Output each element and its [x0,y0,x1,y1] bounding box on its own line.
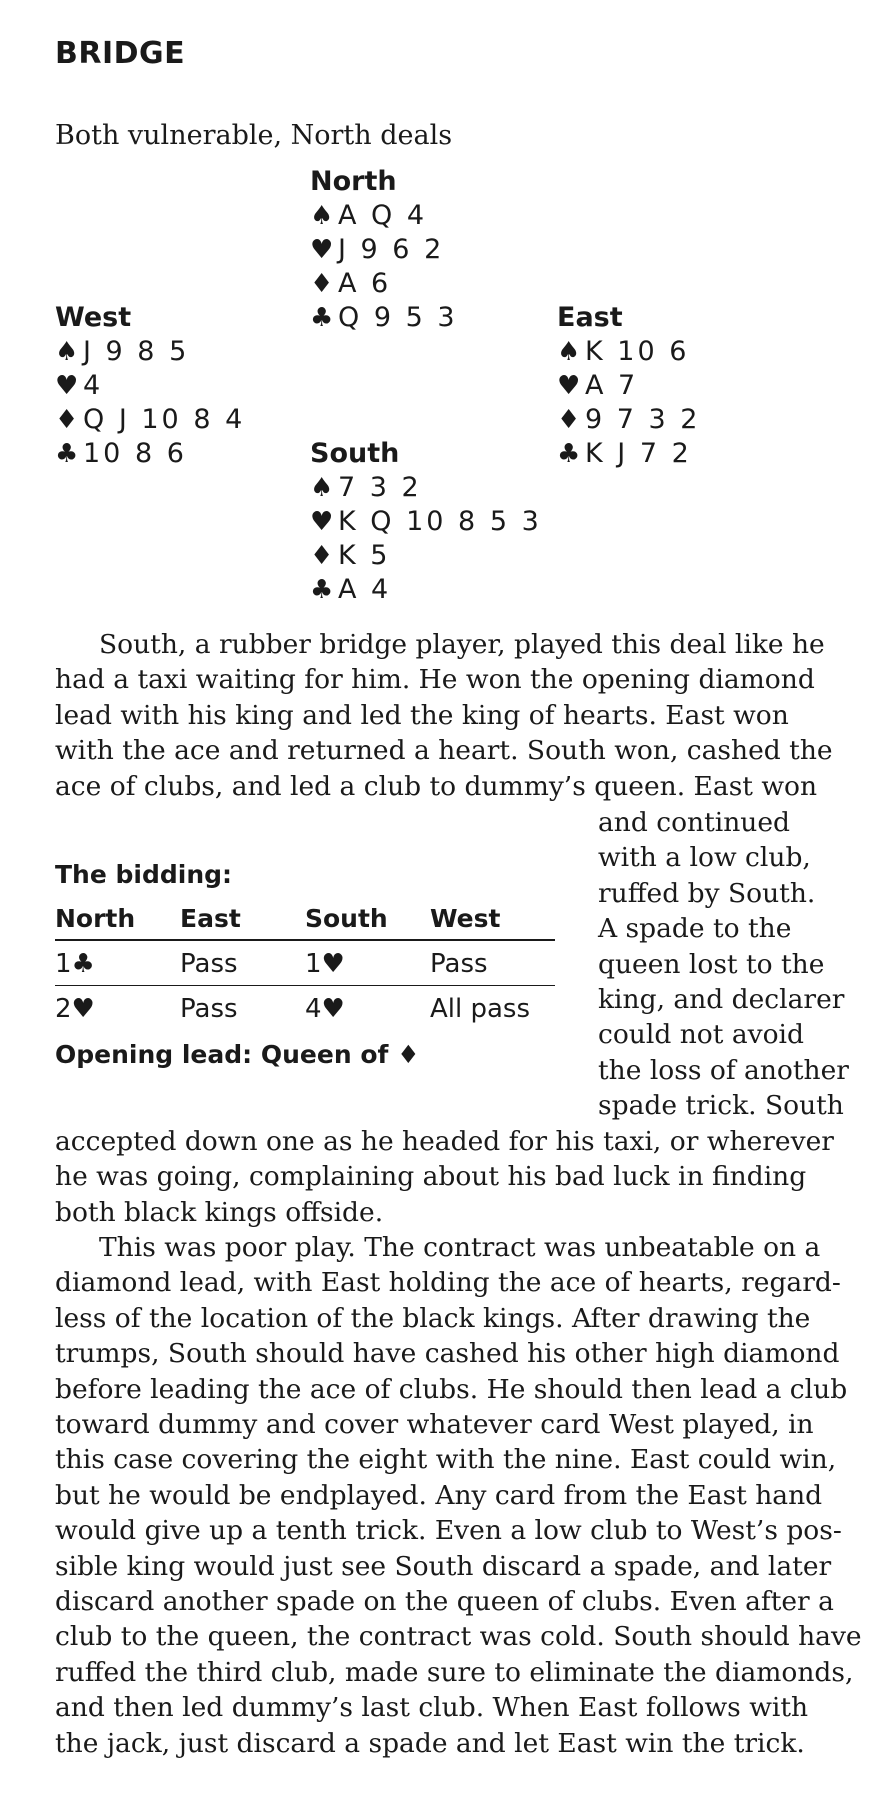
north-spades: ♠ A Q 4 [310,200,428,231]
bid-cell: 4♥ [305,994,345,1024]
east-diamonds: ♦ 9 7 3 2 [557,404,701,435]
heart-icon: ♥ [310,235,334,265]
club-icon: ♣ [557,439,581,469]
spade-icon: ♠ [55,337,79,367]
north-hand [310,165,458,335]
paragraph-line: and then led dummy’s last club. When East follows with [55,1692,809,1724]
diamond-icon: ♦ [310,269,334,299]
east-clubs: ♣ K J 7 2 [557,438,692,469]
spade-icon: ♠ [310,473,334,503]
paragraph-line: king, and declarer [598,984,845,1016]
bidding-table [55,904,555,1030]
paragraph-line: diamond lead, with East holding the ace of hearts, regard- [55,1267,841,1299]
paragraph-line: accepted down one as he headed for his taxi, or wherever [55,1126,834,1157]
paragraph-1 [55,627,845,804]
south-spades: ♠ 7 3 2 [310,472,422,503]
north-clubs: ♣ Q 9 5 3 [310,302,458,333]
bid-cell: 1♥ [305,940,430,986]
paragraph-2 [55,1230,862,1761]
bid-cell: All pass [430,994,531,1024]
west-label: West [55,302,132,333]
heart-icon: ♥ [310,507,334,537]
west-hand [55,301,245,471]
paragraph-line: This was poor play. The contract was unbeatable on a [99,1232,821,1263]
bid-cell: 1♣ [55,940,180,986]
paragraph-line: discard another spade on the queen of clubs. Even after a [55,1586,834,1618]
north-diamonds: ♦ A 6 [310,268,392,299]
north-hearts: ♥ J 9 6 2 [310,234,445,265]
vulnerability-line: Both vulnerable, North deals [55,120,453,151]
bidding-title: The bidding: [55,860,233,889]
diamond-icon: ♦ [557,405,581,435]
paragraph-line: club to the queen, the contract was cold. South should have [55,1621,862,1653]
paragraph-line: A spade to the [598,913,792,945]
paragraph-line: would give up a tenth trick. Even a low club to West’s pos- [55,1515,842,1547]
paragraph-line: ruffed the third club, made sure to eliminate the diamonds, [55,1656,854,1688]
east-hand [557,301,700,471]
paragraph-line: with a low club, [598,842,811,874]
diamond-icon: ♦ [55,405,79,435]
heart-icon: ♥ [557,371,581,401]
paragraph-line: had a taxi waiting for him. He won the opening diamond [55,664,815,696]
paragraph-line: trumps, South should have cashed his other high diamond [55,1338,840,1370]
paragraph-line: with the ace and returned a heart. South won, cashed the [55,735,833,767]
paragraph-line: less of the location of the black kings. After drawing the [55,1302,811,1334]
paragraph-line: toward dummy and cover whatever card West played, in [55,1409,814,1441]
paragraph-1-side [598,805,858,1124]
paragraph-line: the jack, just discard a spade and let East win the trick. [55,1727,805,1759]
south-label: South [310,438,400,469]
opening-lead: Opening lead: Queen of ♦ [55,1040,420,1069]
east-spades: ♠ K 10 6 [557,336,690,367]
paragraph-line: this case covering the eight with the nine. East could win, [55,1444,837,1476]
paragraph-line: lead with his king and led the king of hearts. East won [55,699,789,731]
bidding-row [55,940,555,986]
paragraph-line: South, a rubber bridge player, played this deal like he [99,629,825,660]
spade-icon: ♠ [557,337,581,367]
bidding-header-row [55,904,555,940]
west-spades: ♠ J 9 8 5 [55,336,190,367]
bidding-row [55,986,555,1031]
paragraph-line: spade trick. South [598,1090,844,1122]
east-hearts: ♥ A 7 [557,370,639,401]
west-clubs: ♣ 10 8 6 [55,438,187,469]
column-title: BRIDGE [55,36,186,71]
paragraph-line: he was going, complaining about his bad luck in finding [55,1161,807,1193]
paragraph-line: ace of clubs, and led a club to dummy’s queen. East won [55,770,818,802]
paragraph-line: sible king would just see South discard a spade, and later [55,1550,832,1582]
south-hearts: ♥ K Q 10 8 5 3 [310,506,542,537]
bidding-header: South [305,904,430,940]
east-label: East [557,302,623,333]
bidding-box [55,858,555,1072]
bid-cell: Pass [430,940,555,986]
club-icon: ♣ [310,303,334,333]
bidding-header: East [180,904,305,940]
bid-cell: 2♥ [55,994,95,1024]
west-diamonds: ♦ Q J 10 8 4 [55,404,246,435]
paragraph-line: the loss of another [598,1054,849,1086]
club-icon: ♣ [55,439,79,469]
paragraph-line: ruffed by South. [598,877,816,909]
paragraph-line: and continued [598,807,791,838]
bid-cell: Pass [180,940,305,986]
north-label: North [310,166,397,197]
bid-cell: Pass [180,994,238,1024]
diamond-icon: ♦ [310,541,334,571]
spade-icon: ♠ [310,201,334,231]
paragraph-line: queen lost to the [598,948,825,980]
west-hearts: ♥ 4 [55,370,104,401]
heart-icon: ♥ [55,371,79,401]
south-diamonds: ♦ K 5 [310,540,391,571]
paragraph-1-end [55,1124,845,1230]
paragraph-line: but he would be endplayed. Any card from the East hand [55,1479,823,1511]
bidding-header: West [430,904,555,940]
bidding-header: North [55,904,180,940]
paragraph-line: could not avoid [598,1019,804,1051]
paragraph-line: before leading the ace of clubs. He should then lead a club [55,1373,848,1405]
club-icon: ♣ [310,575,334,605]
south-hand [310,437,542,607]
south-clubs: ♣ A 4 [310,574,392,605]
paragraph-line: both black kings offside. [55,1196,384,1228]
